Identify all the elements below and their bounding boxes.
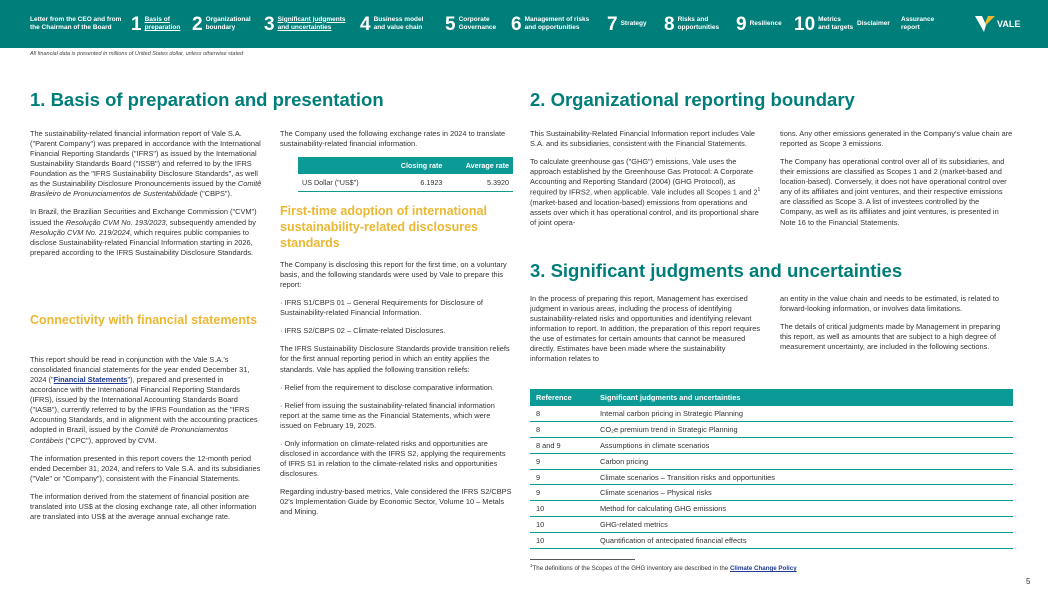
table-header: Significant judgments and uncertainties — [594, 389, 1013, 406]
nav-item-business-model[interactable] — [360, 0, 423, 48]
paragraph: · Only information on climate-related risks and opportunities are disclosed in accordance with the IFRS S2, applying the requirements of IFRS S1 in relation to the climate-related risks and opportunities disclosures. — [280, 438, 506, 478]
top-navigation — [0, 0, 1048, 48]
currency-note: All financial data is presented in millions of United States dollar, unless otherwise stated — [30, 51, 244, 57]
paragraph: · Relief from the requirement to disclose comparative information. — [280, 382, 495, 392]
table-cell: 6.1923 — [382, 174, 446, 191]
paragraph: In Brazil, the Brazilian Securities and Exchange Commission ("CVM") issued the Resolução CVM No. 193/2023, subsequently amended by Resolução CVM No. 219/2024, which requires public companies to disclose Sustainability-related Financial Information starting in 2026, prepared according to the IFRS Sustainability Disclosure Standards. — [30, 207, 257, 257]
paragraph: The Company is disclosing this report for the first time, on a voluntary basis, and the following standards were used by Vale to prepare this report: — [280, 260, 507, 290]
significant-judgments-table — [530, 389, 1013, 549]
nav-number: 5 — [445, 13, 456, 35]
nav-number: 9 — [736, 13, 747, 35]
paragraph: To calculate greenhouse gas ("GHG") emissions, Vale uses the approach established by the Greenhouse Gas Protocol: A Corporate Accounting and Reporting Standard (2004) (GHG Protocol), as required by IFRS2, when applicable. Vale includes all Scopes 1 and $2^1$ (market-based and location-based) emissions from operations and assets over which it has operational control, and its proportional share of joint opera- — [530, 157, 761, 227]
paragraph: Regarding industry-based metrics, Vale considered the IFRS S2/CBPS 02's Implementation Guide by Economic Sector, Volume 10 – Metals and Mining. — [280, 487, 512, 517]
nav-label: Management of risks and opportunities — [524, 15, 590, 31]
paragraph: In the process of preparing this report, Management has exercised judgment in various areas, including the process of identifying sustainability-related risks and opportunities and identifying relevant information to report. In addition, the preparation of this report requires the use of estimates for certain amounts that cannot be measured directly. Estimates have been made where the sustainability information relates to — [530, 294, 761, 364]
nav-label: Basis of preparation — [144, 15, 181, 31]
nav-number: 6 — [511, 13, 522, 35]
connectivity-text — [30, 355, 263, 530]
nav-number: 10 — [794, 13, 816, 35]
nav-number: 7 — [607, 13, 618, 35]
paragraph: The IFRS Sustainability Disclosure Standards provide transition reliefs for the first annual reporting period in which an entity applies the standards. Vale has applied the following transition reliefs: — [280, 344, 510, 374]
nav-label: Corporate Governance — [458, 15, 497, 31]
paragraph: The sustainability-related financial information report of Vale S.A. ("Parent Company") was prepared in accordance with the International Financial Reporting Standards ("IFRS") as issued by the International Sustainability Standards Board ("ISSB") and referred to by the IFRS Foundation as the "IFRS Sustainability Disclosure Standards", as well as the Sustainability Disclosure Pronouncements issued by the Comitê Brasileiro de Pronunciamentos de Sustentabilidade ("CBPS"). — [30, 129, 262, 199]
nav-item-risks-and-opportunities[interactable] — [664, 0, 719, 48]
nav-item-resilience[interactable] — [736, 0, 782, 48]
nav-label: Significant judgments and uncertainties — [277, 15, 346, 31]
nav-number: 8 — [664, 13, 675, 35]
judgment-cell: Method for calculating GHG emissions — [594, 501, 1013, 517]
reference-cell: 9 — [530, 485, 594, 501]
section-2-column-1 — [530, 129, 763, 236]
footnote-divider — [530, 559, 635, 560]
paragraph: · IFRS S1/CBPS 01 – General Requirements for Disclosure of Sustainability-related Financial Information. — [280, 298, 483, 318]
nav-label: Resilience — [749, 19, 782, 27]
nav-label: Strategy — [620, 19, 647, 27]
table-row — [530, 469, 1013, 485]
paragraph: The details of critical judgments made by Management in preparing this report, as well as amounts that are subject to a high degree of measurement uncertainty, are included in the following sections. — [780, 322, 1001, 352]
nav-label: Assurance report — [901, 15, 935, 31]
judgment-cell: Carbon pricing — [594, 453, 1013, 469]
nav-item-organizational-boundary[interactable] — [192, 0, 251, 48]
nav-number: 1 — [131, 13, 142, 35]
table-row — [530, 453, 1013, 469]
table-row — [530, 438, 1013, 454]
section-1-column-1 — [30, 129, 263, 266]
table-row — [530, 406, 1013, 422]
exchange-rate-intro — [280, 129, 513, 157]
table-header — [298, 157, 382, 174]
judgment-cell: Climate scenarios – Physical risks — [594, 485, 1013, 501]
nav-number: 4 — [360, 13, 371, 35]
nav-item-corporate-governance[interactable] — [445, 0, 496, 48]
connectivity-heading: Connectivity with financial statements — [30, 313, 258, 327]
financial-statements-link[interactable]: Financial Statements — [53, 375, 128, 385]
nav-label: Letter from the CEO and from the Chairman of the Board — [30, 15, 122, 31]
reference-cell: 10 — [530, 501, 594, 517]
paragraph: · Relief from issuing the sustainability-related financial information report at the same time as the Financial Statements, which were issued on February 19, 2025. — [280, 400, 495, 430]
nav-label: Risks and opportunities — [677, 15, 720, 31]
table-row — [530, 517, 1013, 533]
logo-text: VALE — [997, 19, 1021, 29]
first-time-adoption-text — [280, 260, 513, 525]
table-row — [530, 422, 1013, 438]
reference-cell: 10 — [530, 532, 594, 548]
nav-item-metrics-and-targets[interactable] — [794, 0, 853, 48]
reference-cell: 8 — [530, 422, 594, 438]
nav-label: Business model and value chain — [373, 15, 424, 31]
table-header: Closing rate — [382, 157, 446, 174]
section-3-column-2 — [780, 294, 1013, 360]
table-row — [530, 485, 1013, 501]
vale-logo[interactable] — [975, 15, 1020, 33]
paragraph: The information presented in this report covers the 12-month period ended December 31, 2024, and refers to Vale S.A. and its subsidiaries ("Vale" or "Company"), consistent with the Financial Statements. — [30, 453, 261, 483]
nav-item-strategy[interactable] — [607, 0, 647, 48]
section-2-title: 2. Organizational reporting boundary — [530, 89, 855, 110]
table-row — [530, 532, 1013, 548]
paragraph: an entity in the value chain and needs to be estimated, is related to forward-looking information, or involves data limitations. — [780, 294, 999, 314]
paragraph: This report should be read in conjunction with the Vale S.A.'s consolidated financial statements for the year ended December 31, 2024 ("Financial Statements"), prepared and presented in accordance with the International Financial Reporting Standards (IFRS), issued by the International Accounting Standards Board ("IASB"), currently referred to by the IFRS Foundation as the "IFRS Accounting Standards, and in alignment with the accounting practices adopted in Brazil, issued by the Comitê de Pronunciamentos Contábeis ("CPC"), approved by CVM. — [30, 355, 258, 445]
first-time-adoption-heading: First-time adoption of international sustainability-related disclosures standards — [280, 204, 487, 250]
nav-item-management-of-risks[interactable] — [511, 0, 589, 48]
nav-item-letter[interactable] — [30, 0, 121, 48]
judgment-cell: CO₂e premium trend in Strategic Planning — [594, 422, 1013, 438]
nav-item-basis-of-preparation[interactable] — [131, 0, 180, 48]
nav-label: Metrics and targets — [818, 15, 854, 31]
reference-cell: 10 — [530, 517, 594, 533]
vale-logo-icon — [975, 16, 995, 32]
judgment-cell: Climate scenarios – Transition risks and opportunities — [594, 469, 1013, 485]
table-row — [298, 174, 513, 191]
table-header: Average rate — [446, 157, 513, 174]
reference-cell: 8 — [530, 406, 594, 422]
reference-cell: 9 — [530, 469, 594, 485]
judgment-cell: Assumptions in climate scenarios — [594, 438, 1013, 454]
climate-change-policy-link[interactable]: Climate Change Policy — [729, 565, 797, 573]
nav-label: Organizational boundary — [205, 15, 251, 31]
judgment-cell: Internal carbon pricing in Strategic Planning — [594, 406, 1013, 422]
judgment-cell: Quantification of antecipated financial effects — [594, 532, 1013, 548]
nav-item-disclaimer[interactable] — [857, 0, 890, 48]
table-row — [530, 501, 1013, 517]
nav-number: 3 — [264, 13, 275, 35]
section-2-column-2 — [780, 129, 1013, 236]
section-1-title: 1. Basis of preparation and presentation — [30, 89, 384, 110]
paragraph: The Company used the following exchange rates in 2024 to translate sustainability-related financial information. — [280, 129, 506, 149]
reference-cell: 8 and 9 — [530, 438, 594, 454]
footnote: $^1$The definitions of the Scopes of the GHG inventory are described in the Climate Change Policy — [530, 563, 797, 573]
exchange-rates-table — [298, 157, 513, 192]
judgment-cell: GHG-related metrics — [594, 517, 1013, 533]
table-cell: US Dollar ("US$") — [298, 174, 382, 191]
reference-cell: 9 — [530, 453, 594, 469]
table-header: Reference — [530, 389, 594, 406]
nav-item-assurance-report[interactable] — [901, 0, 934, 48]
nav-item-significant-judgments[interactable] — [264, 0, 345, 48]
nav-label: Disclaimer — [857, 19, 890, 27]
paragraph: · IFRS S2/CBPS 02 – Climate-related Disclosures. — [280, 326, 446, 336]
nav-number: 2 — [192, 13, 203, 35]
table-header-row — [530, 389, 1013, 406]
paragraph: The Company has operational control over all of its subsidiaries, and their emissions are classified as Scopes 1 and 2 (market-based and location-based). Conversely, it does not have operational control over any of its affiliates and joint ventures, and their respective emissions are classified as Scope 3. A list of investees controlled by the Company, as well as its affiliates and joint ventures, is presented in Note 16 to the Financial Statements. — [780, 157, 1007, 227]
paragraph: This Sustainability-Related Financial Information report includes Vale S.A. and its subsidiaries, consistent with the Financial Statements. — [530, 129, 755, 149]
page-number: 5 — [1026, 577, 1031, 586]
section-3-title: 3. Significant judgments and uncertainties — [530, 260, 903, 281]
section-3-column-1 — [530, 294, 763, 372]
table-cell: 5.3920 — [446, 174, 513, 191]
table-header-row — [298, 157, 513, 174]
paragraph: tions. Any other emissions generated in the Company's value chain are reported as Scope 3 emissions. — [780, 129, 1013, 149]
paragraph: The information derived from the statement of financial position are translated into US$ at the closing exchange rate, all other information are translated into US$ at the average annual exchange rate. — [30, 491, 257, 521]
